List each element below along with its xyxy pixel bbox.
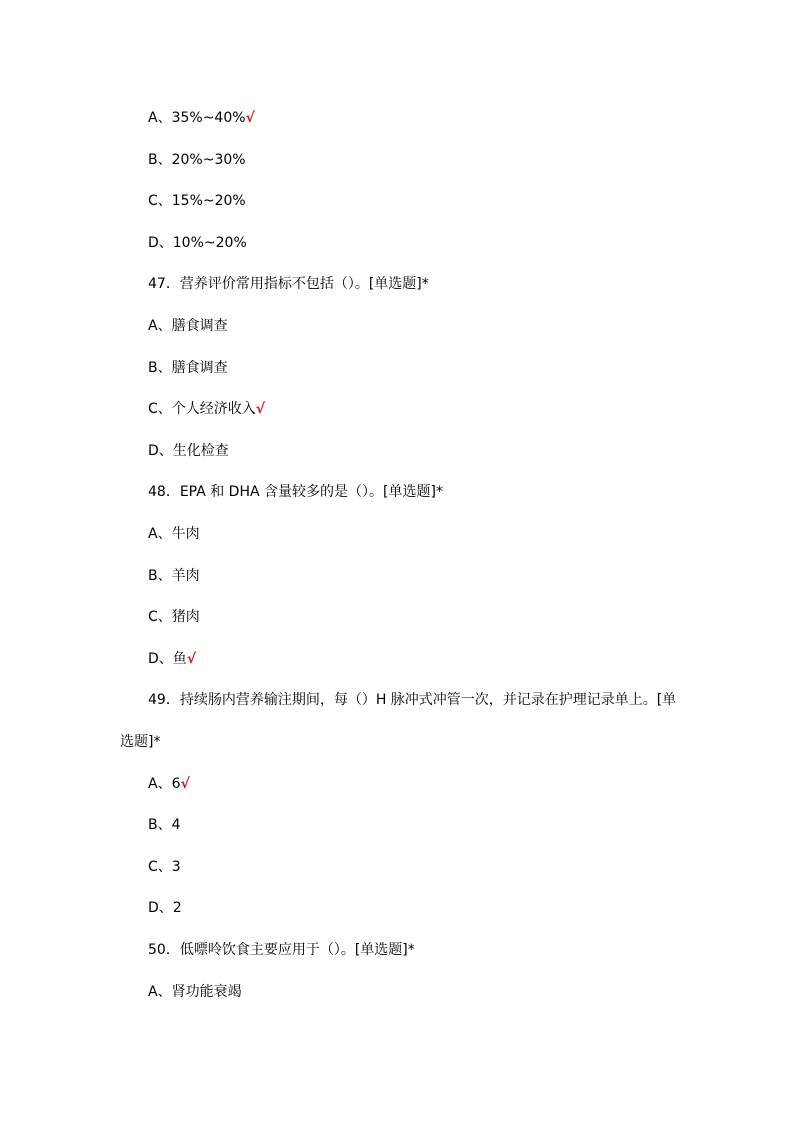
correct-check-icon: √ bbox=[186, 651, 197, 667]
option-text: C、猪肉 bbox=[148, 609, 200, 625]
option-c-line bbox=[0, 607, 794, 627]
correct-check-icon: √ bbox=[255, 401, 266, 417]
option-text: A、肾功能衰竭 bbox=[148, 984, 242, 1000]
question-49-continuation bbox=[0, 732, 794, 752]
option-text: B、20%~30% bbox=[148, 152, 246, 168]
option-text: A、35%~40% bbox=[148, 110, 246, 126]
question-text: 48．EPA 和 DHA 含量较多的是（）。[单选题]* bbox=[148, 484, 443, 500]
option-b-line bbox=[0, 815, 794, 835]
option-a-line bbox=[0, 108, 794, 128]
question-49 bbox=[0, 690, 794, 710]
option-d-line bbox=[0, 898, 794, 918]
option-a-line bbox=[0, 982, 794, 1002]
option-b-line bbox=[0, 566, 794, 586]
question-text: 47．营养评价常用指标不包括（）。[单选题]* bbox=[148, 276, 429, 292]
option-text: C、3 bbox=[148, 859, 181, 875]
correct-check-icon: √ bbox=[245, 110, 255, 126]
option-c-line bbox=[0, 399, 794, 419]
option-a-line bbox=[0, 524, 794, 544]
option-text: D、鱼 bbox=[148, 651, 187, 667]
option-text: D、10%~20% bbox=[148, 235, 247, 251]
option-text: D、生化检查 bbox=[148, 443, 229, 459]
option-text: C、15%~20% bbox=[148, 193, 246, 209]
question-48 bbox=[0, 482, 794, 502]
option-b-line bbox=[0, 358, 794, 378]
question-47 bbox=[0, 274, 794, 294]
option-a-line bbox=[0, 774, 794, 794]
option-c-line bbox=[0, 191, 794, 211]
question-text: 50．低嘌呤饮食主要应用于（）。[单选题]* bbox=[148, 942, 415, 958]
option-c-line bbox=[0, 857, 794, 877]
option-text: A、膳食调查 bbox=[148, 318, 228, 334]
question-text: 49．持续肠内营养输注期间，每（）H 脉冲式冲管一次，并记录在护理记录单上。[单 bbox=[148, 692, 677, 708]
option-b-line bbox=[0, 150, 794, 170]
option-text: C、个人经济收入 bbox=[148, 401, 256, 417]
option-text: A、6 bbox=[148, 776, 181, 792]
option-text: B、4 bbox=[148, 817, 181, 833]
option-d-line bbox=[0, 233, 794, 253]
option-a-line bbox=[0, 316, 794, 336]
option-d-line bbox=[0, 649, 794, 669]
question-text: 选题]* bbox=[120, 734, 161, 750]
option-text: B、羊肉 bbox=[148, 568, 200, 584]
option-d-line bbox=[0, 441, 794, 461]
option-text: A、牛肉 bbox=[148, 526, 200, 542]
option-text: D、2 bbox=[148, 900, 182, 916]
correct-check-icon: √ bbox=[180, 776, 190, 792]
question-50 bbox=[0, 940, 794, 960]
option-text: B、膳食调查 bbox=[148, 360, 228, 376]
